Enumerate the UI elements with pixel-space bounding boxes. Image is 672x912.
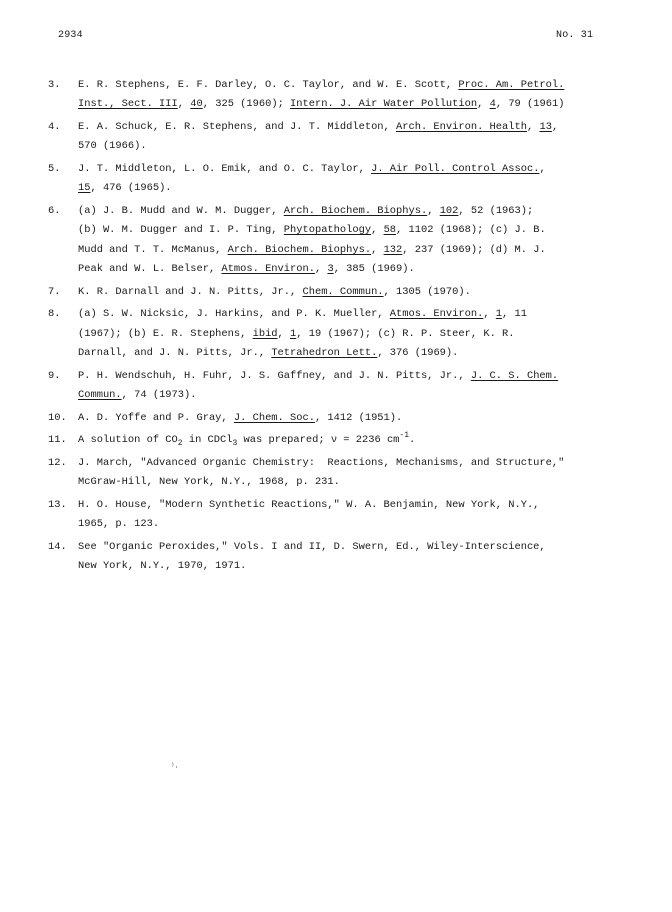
issue-number: No. 31 <box>556 30 594 41</box>
citation-text: 1965, p. 123. <box>78 518 160 531</box>
citation-underlined: 4 <box>489 98 496 111</box>
reference-line <box>78 431 618 450</box>
citation-underlined: Phytopathology <box>283 224 372 237</box>
citation-text: -1 <box>399 431 410 441</box>
reference-number: 11. <box>48 434 67 447</box>
reference-line <box>78 118 618 137</box>
citation-text: See "Organic Peroxides," Vols. I and II, D. Swern, Ed., Wiley-Interscience, <box>78 541 546 553</box>
citation-underlined: 15 <box>78 182 91 195</box>
reference-item <box>48 409 628 428</box>
reference-text <box>78 538 618 577</box>
reference-line <box>78 160 618 179</box>
citation-text: , <box>314 263 328 276</box>
reference-line <box>78 305 618 324</box>
citation-underlined: J. C. S. Chem. <box>470 369 559 382</box>
citation-underlined: Arch. Environ. Health <box>396 121 527 133</box>
citation-underlined: 102 <box>439 205 459 217</box>
reference-text <box>78 409 618 428</box>
reference-line <box>78 325 618 344</box>
reference-text <box>78 283 618 302</box>
citation-text: , <box>539 163 546 175</box>
citation-text: , 79 (1961) <box>495 98 565 111</box>
reference-text <box>78 76 618 115</box>
citation-text: , <box>427 205 440 217</box>
citation-underlined: 3 <box>327 263 334 276</box>
citation-underlined: J. Air Poll. Control Assoc. <box>371 163 540 175</box>
citation-text: , 1102 (1968); (c) J. B. <box>396 224 546 237</box>
citation-text: , <box>551 121 559 133</box>
citation-text: , <box>371 224 384 237</box>
citation-underlined: Atmos. Environ. <box>221 263 315 276</box>
reference-item <box>48 118 628 157</box>
reference-item <box>48 202 628 280</box>
reference-text <box>78 202 618 280</box>
reference-line <box>78 283 618 302</box>
citation-underlined: 1 <box>495 308 503 321</box>
citation-underlined: 132 <box>383 243 403 256</box>
reference-text <box>78 431 618 450</box>
reference-line <box>78 386 618 405</box>
citation-underlined: Arch. Biochem. Biophys. <box>227 243 372 256</box>
reference-line <box>78 137 618 156</box>
reference-line <box>78 557 618 576</box>
citation-underlined: Intern. J. Air Water Pollution <box>290 98 478 111</box>
reference-line <box>78 473 618 492</box>
citation-text: , 237 (1969); (d) M. J. <box>402 243 546 256</box>
citation-text: 2 <box>177 439 183 449</box>
reference-number: 9. <box>48 369 61 382</box>
citation-text: , 385 (1969). <box>333 263 415 276</box>
citation-text: was prepared; ν = 2236 cm <box>237 434 400 447</box>
reference-list <box>48 76 628 580</box>
reference-number: 10. <box>48 411 67 424</box>
citation-text: 570 (1966). <box>78 140 147 153</box>
citation-text: (b) W. M. Dugger and I. P. Ting, <box>78 224 284 237</box>
reference-number: 14. <box>48 541 67 553</box>
citation-text: , 74 (1973). <box>121 389 197 402</box>
citation-text: . <box>409 434 416 447</box>
reference-text <box>78 118 618 157</box>
citation-text: , 1412 (1951). <box>314 411 403 424</box>
citation-text: K. R. Darnall and J. N. Pitts, Jr., <box>78 285 303 298</box>
reference-line <box>78 454 618 473</box>
citation-text: , 11 <box>502 308 527 321</box>
citation-underlined: 13 <box>539 121 552 133</box>
reference-item <box>48 76 628 115</box>
citation-text: , <box>526 121 540 133</box>
reference-item <box>48 538 628 577</box>
reference-text <box>78 160 618 199</box>
reference-line <box>78 260 618 279</box>
reference-text <box>78 454 618 493</box>
reference-item <box>48 454 628 493</box>
reference-line <box>78 95 618 114</box>
reference-item <box>48 431 628 450</box>
citation-underlined: Arch. Biochem. Biophys. <box>283 205 428 217</box>
citation-text: 3 <box>232 439 238 449</box>
citation-text: , 1305 (1970). <box>383 285 471 298</box>
citation-text: A solution of CO <box>78 434 178 447</box>
reference-number: 13. <box>48 499 67 511</box>
citation-text: J. March, "Advanced Organic Chemistry: Reactions, Mechanisms, and Structure," <box>78 457 565 469</box>
reference-item <box>48 367 628 406</box>
citation-text: , <box>371 243 384 256</box>
reference-item <box>48 305 628 363</box>
reference-line <box>78 241 618 260</box>
reference-line <box>78 496 618 515</box>
reference-number: 5. <box>48 163 61 175</box>
citation-text: , 325 (1960); <box>202 98 291 111</box>
citation-underlined: J. Chem. Soc. <box>233 411 315 424</box>
citation-text: , <box>177 98 191 111</box>
citation-text: E. A. Schuck, E. R. Stephens, and J. T. Middleton, <box>78 121 397 133</box>
reference-number: 12. <box>48 457 67 469</box>
citation-underlined: Atmos. Environ. <box>389 308 484 321</box>
reference-line <box>78 179 618 198</box>
reference-text <box>78 496 618 535</box>
citation-text: , <box>483 308 496 321</box>
reference-number: 4. <box>48 121 61 133</box>
reference-item <box>48 496 628 535</box>
reference-item <box>48 283 628 302</box>
reference-number: 3. <box>48 79 61 91</box>
citation-underlined: 40 <box>190 98 203 111</box>
reference-number: 8. <box>48 308 61 321</box>
citation-text: , 376 (1969). <box>377 347 459 360</box>
reference-line <box>78 221 618 240</box>
scan-speck: ⁾⸳ <box>170 762 178 772</box>
citation-text: P. H. Wendschuh, H. Fuhr, J. S. Gaffney, and J. N. Pitts, Jr., <box>78 369 471 382</box>
reference-line <box>78 76 618 95</box>
reference-number: 6. <box>48 205 61 217</box>
citation-text: (a) S. W. Nicksic, J. Harkins, and P. K. Mueller, <box>78 308 390 321</box>
citation-text: , <box>477 98 490 111</box>
citation-text: H. O. House, "Modern Synthetic Reactions," W. A. Benjamin, New York, N.Y., <box>78 499 540 511</box>
citation-underlined: Commun. <box>78 389 122 402</box>
citation-underlined: Proc. Am. Petrol. <box>458 79 565 91</box>
reference-item <box>48 160 628 199</box>
page-number: 2934 <box>58 30 83 41</box>
citation-underlined: Inst., Sect. III <box>78 98 178 111</box>
citation-text: in CDCl <box>182 434 233 447</box>
reference-line <box>78 367 618 386</box>
citation-text: (1967); (b) E. R. Stephens, <box>78 327 253 340</box>
reference-line <box>78 202 618 221</box>
reference-line <box>78 409 618 428</box>
citation-text: , 19 (1967); (c) R. P. Steer, K. R. <box>296 327 515 340</box>
citation-underlined: 58 <box>383 224 397 237</box>
citation-text: Darnall, and J. N. Pitts, Jr., <box>78 347 272 360</box>
citation-text: (a) J. B. Mudd and W. M. Dugger, <box>78 205 284 217</box>
reference-text <box>78 305 618 363</box>
citation-underlined: 1 <box>290 327 297 340</box>
citation-text: , 476 (1965). <box>90 182 172 195</box>
citation-text: , <box>277 327 291 340</box>
citation-underlined: Tetrahedron Lett. <box>271 347 378 360</box>
citation-text: J. T. Middleton, L. O. Emik, and O. C. Taylor, <box>78 163 372 175</box>
citation-text: , 52 (1963); <box>458 205 534 217</box>
citation-text: E. R. Stephens, E. F. Darley, O. C. Taylor, and W. E. Scott, <box>78 79 459 91</box>
citation-text: New York, N.Y., 1970, 1971. <box>78 560 247 573</box>
reference-line <box>78 515 618 534</box>
reference-text <box>78 367 618 406</box>
citation-underlined: ibid <box>252 327 278 340</box>
reference-number: 7. <box>48 285 61 298</box>
reference-line <box>78 538 618 557</box>
citation-text: McGraw-Hill, New York, N.Y., 1968, p. 231. <box>78 476 340 489</box>
reference-line <box>78 344 618 363</box>
citation-underlined: Chem. Commun. <box>302 285 384 298</box>
citation-text: Peak and W. L. Belser, <box>78 263 222 276</box>
citation-text: A. D. Yoffe and P. Gray, <box>78 411 234 424</box>
citation-text: Mudd and T. T. McManus, <box>78 243 228 256</box>
